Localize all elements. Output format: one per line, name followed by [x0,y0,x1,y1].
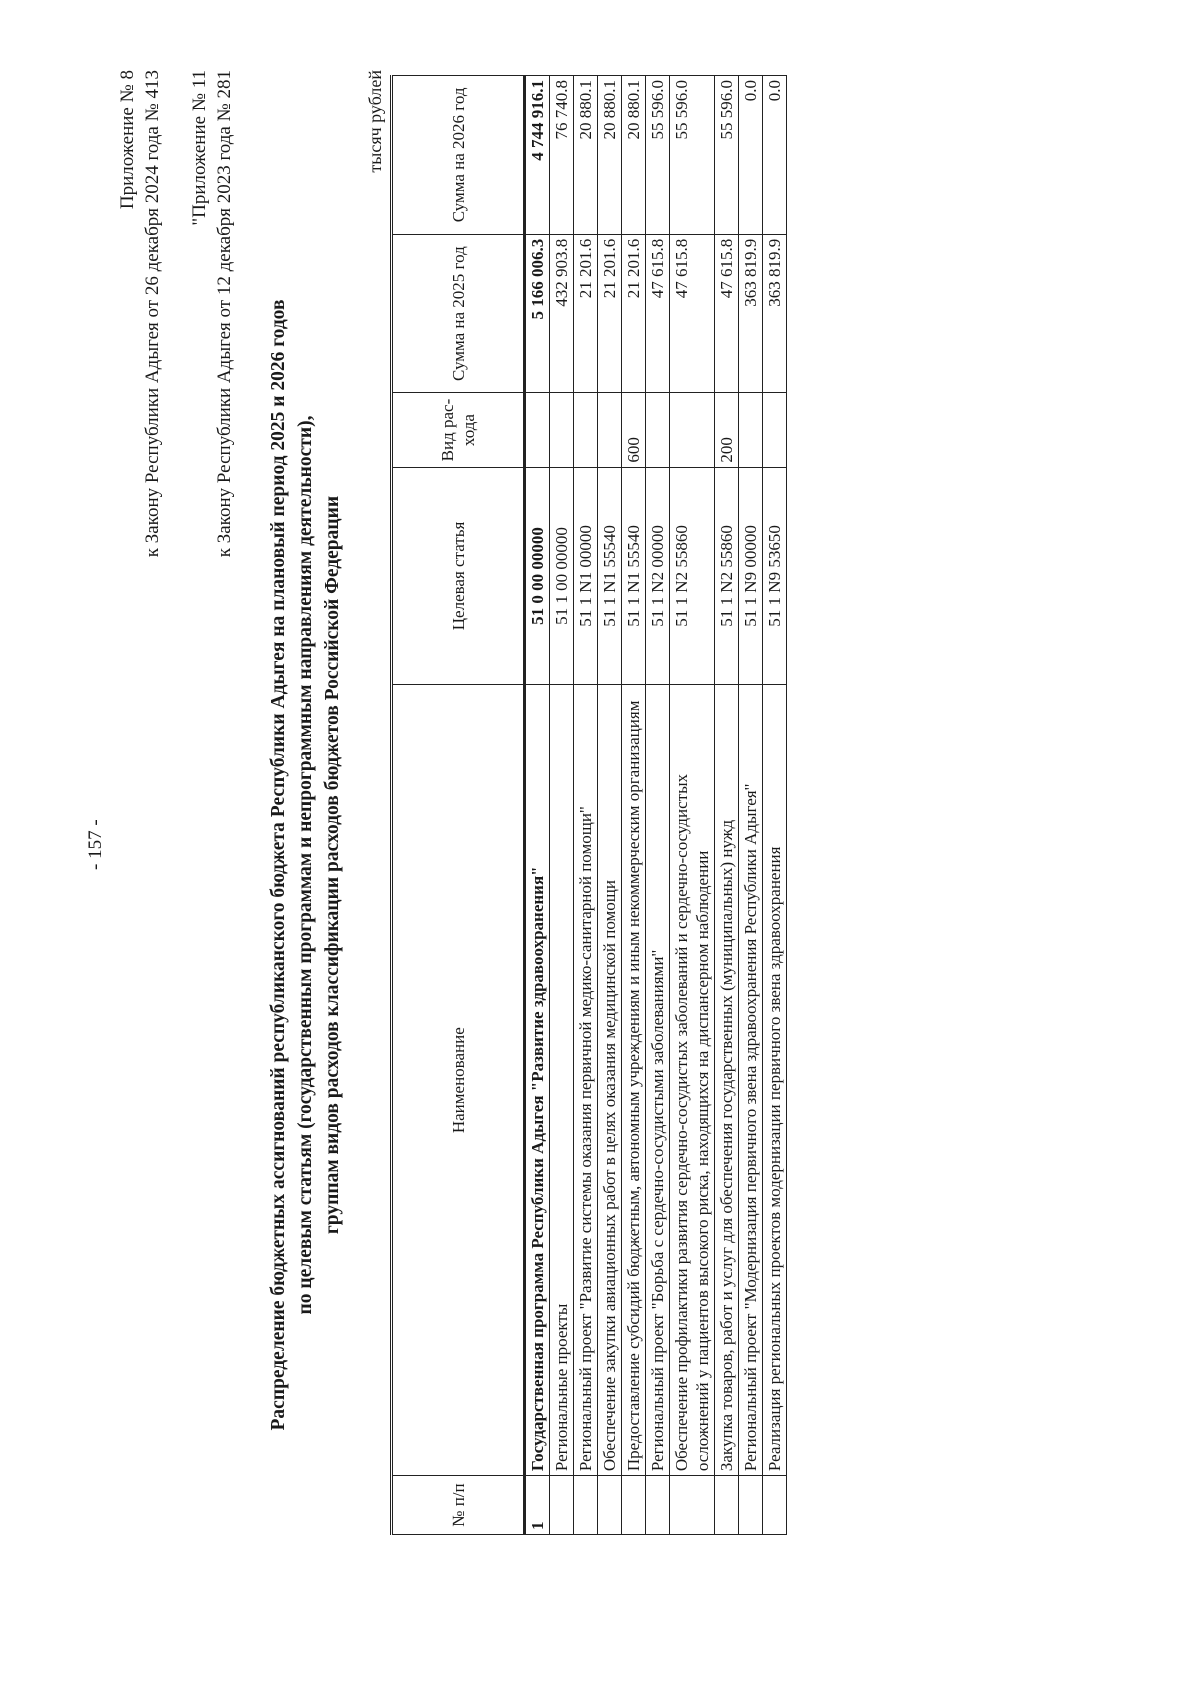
row-sum-2026: 55 596.0 [670,76,715,235]
row-expense-kind [598,393,622,467]
title-line-1: Распределение бюджетных ассигнований республиканского бюджета Республики Адыгея на плановый период 2025 и 2026 годов [268,299,289,1431]
row-number [574,1476,598,1535]
row-name: Предоставление субсидий бюджетным, автономным учреждениям и иным некоммерческим организациям [622,685,646,1476]
row-target-code: 51 1 N1 00000 [574,467,598,685]
table-row [739,76,763,1535]
title-line-3: группам видов расходов классификации расходов бюджетов Российской Федерации [322,495,343,1235]
row-name: Региональные проекты [550,685,574,1476]
appendix-current-law: к Закону Республики Адыгея от 26 декабря 2024 года № 413 [142,70,163,558]
table-row [715,76,739,1535]
table-row [598,76,622,1535]
row-expense-kind: 200 [715,393,739,467]
table-row [670,76,715,1535]
row-number [598,1476,622,1535]
table-header-row [392,76,525,1535]
row-target-code: 51 1 00 00000 [550,467,574,685]
row-name: Региональный проект "Борьба с сердечно-сосудистыми заболеваниями" [646,685,670,1476]
row-sum-2026: 20 880.1 [622,76,646,235]
row-name: Обеспечение профилактики развития сердечно-сосудистых заболеваний и сердечно-сосудистых осложнений у пациентов высокого риска, находящихся на диспансерном наблюдении [670,685,715,1476]
row-number [715,1476,739,1535]
row-name: Региональный проект "Модернизация первичного звена здравоохранения Республики Адыгея" [739,685,763,1476]
header-sum-2026: Сумма на 2026 год [392,76,525,235]
row-sum-2026: 55 596.0 [715,76,739,235]
row-sum-2026: 0.0 [763,76,787,235]
header-kind: Вид рас-хода [392,393,525,467]
row-target-code: 51 1 N1 55540 [622,467,646,685]
rotated-page [65,50,1105,1610]
row-sum-2026: 76 740.8 [550,76,574,235]
appendix-original [187,70,237,557]
row-expense-kind [525,393,550,467]
appendix-original-law: к Закону Республики Адыгея от 12 декабря 2023 года № 281 [214,70,235,558]
row-number [550,1476,574,1535]
row-sum-2026: 0.0 [739,76,763,235]
row-sum-2025: 47 615.8 [670,234,715,393]
table-row [525,76,550,1535]
row-sum-2025: 5 166 006.3 [525,234,550,393]
table-row [574,76,598,1535]
table-body [525,76,787,1535]
row-sum-2025: 21 201.6 [622,234,646,393]
row-number [622,1476,646,1535]
appendix-current [115,70,165,557]
row-number [646,1476,670,1535]
row-sum-2025: 432 903.8 [550,234,574,393]
row-target-code: 51 0 00 00000 [525,467,550,685]
row-sum-2026: 4 744 916.1 [525,76,550,235]
row-name: Обеспечение закупки авиационных работ в целях оказания медицинской помощи [598,685,622,1476]
row-name: Государственная программа Республики Адыгея "Развитие здравоохранения" [525,685,550,1476]
appendix-original-number: "Приложение № 11 [189,70,210,226]
row-sum-2025: 21 201.6 [574,234,598,393]
row-sum-2026: 20 880.1 [598,76,622,235]
header-name: Наименование [392,685,525,1476]
row-expense-kind [646,393,670,467]
row-target-code: 51 1 N1 55540 [598,467,622,685]
row-number [670,1476,715,1535]
title-line-2: по целевым статьям (государственным программам и непрограммным направлениям деятельности), [295,415,316,1315]
table-row [646,76,670,1535]
row-target-code: 51 1 N2 55860 [670,467,715,685]
row-number [739,1476,763,1535]
page-number: - 157 - [85,819,106,870]
row-sum-2025: 47 615.8 [646,234,670,393]
document-title [265,155,346,1575]
row-number: 1 [525,1476,550,1535]
row-sum-2025: 363 819.9 [739,234,763,393]
row-name: Региональный проект "Развитие системы оказания первичной медико-санитарной помощи" [574,685,598,1476]
row-target-code: 51 1 N2 00000 [646,467,670,685]
row-expense-kind [550,393,574,467]
row-expense-kind [739,393,763,467]
table-row [550,76,574,1535]
row-sum-2025: 47 615.8 [715,234,739,393]
header-no: № п/п [392,1476,525,1535]
row-expense-kind [670,393,715,467]
row-sum-2025: 363 819.9 [763,234,787,393]
table-row [622,76,646,1535]
row-name: Закупка товаров, работ и услуг для обеспечения государственных (муниципальных) нужд [715,685,739,1476]
row-expense-kind: 600 [622,393,646,467]
row-expense-kind [763,393,787,467]
row-expense-kind [574,393,598,467]
row-sum-2026: 20 880.1 [574,76,598,235]
budget-table [390,75,787,1535]
appendix-current-number: Приложение № 8 [117,70,138,210]
row-name: Реализация региональных проектов модернизации первичного звена здравоохранения [763,685,787,1476]
row-sum-2026: 55 596.0 [646,76,670,235]
header-sum-2025: Сумма на 2025 год [392,234,525,393]
row-target-code: 51 1 N2 55860 [715,467,739,685]
header-code: Целевая статья [392,467,525,685]
row-sum-2025: 21 201.6 [598,234,622,393]
table-row [763,76,787,1535]
row-number [763,1476,787,1535]
row-target-code: 51 1 N9 00000 [739,467,763,685]
row-target-code: 51 1 N9 53650 [763,467,787,685]
units-label: тысяч рублей [365,70,385,173]
